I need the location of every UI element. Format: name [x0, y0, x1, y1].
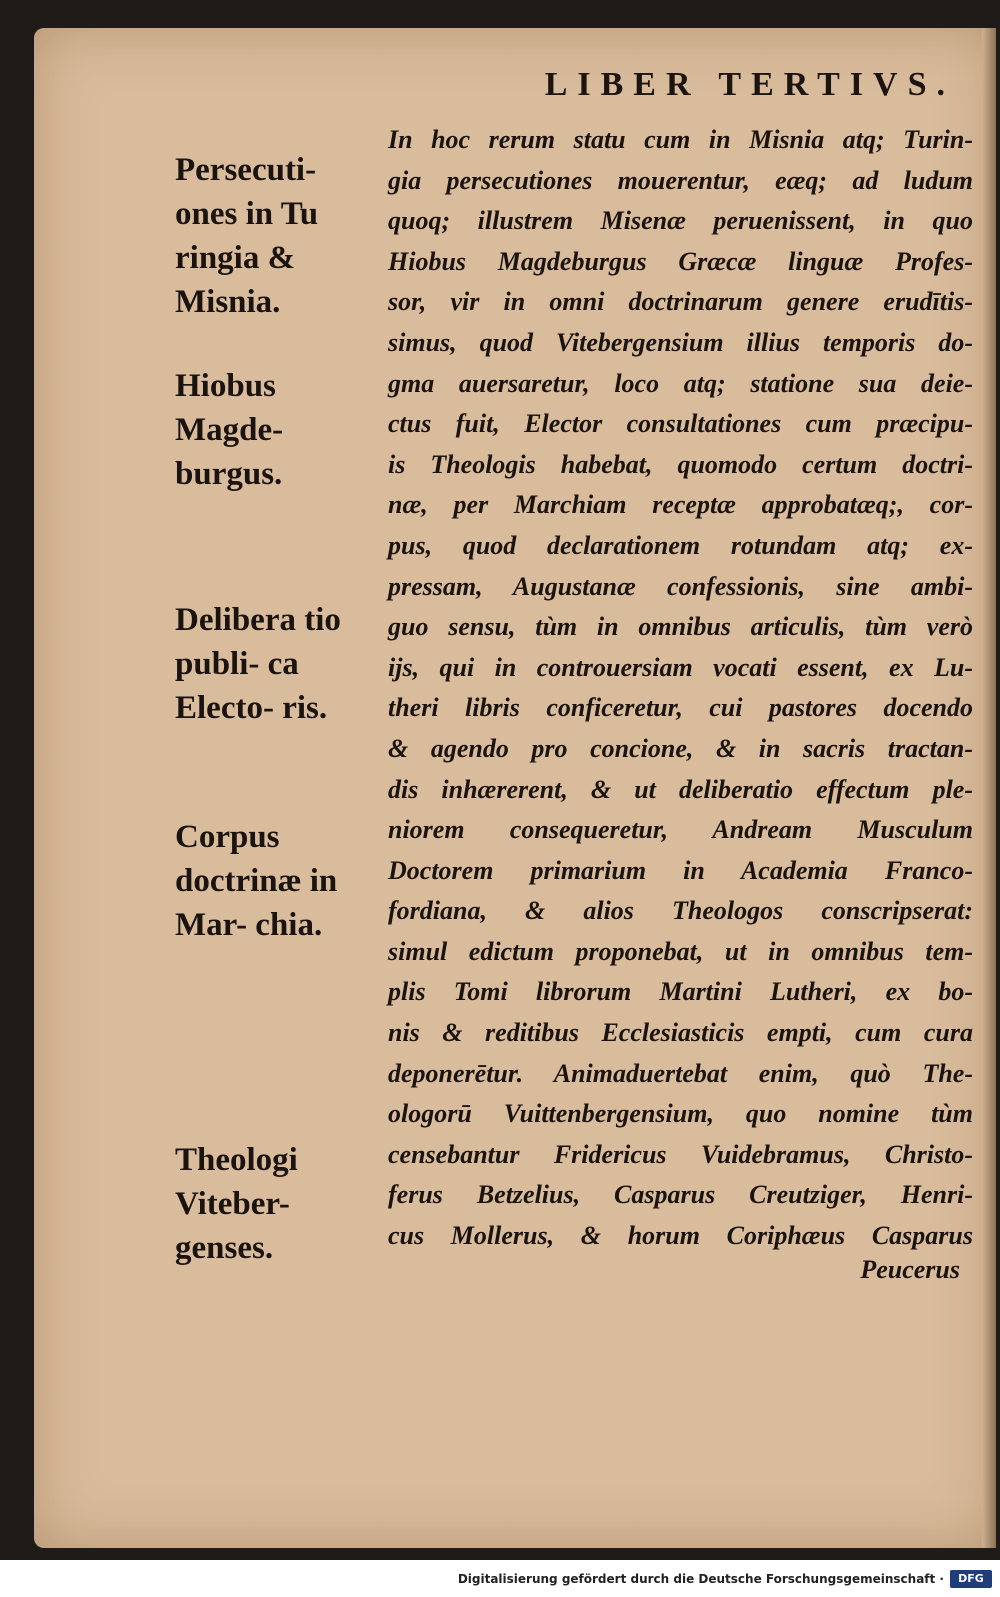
text-line: quoq; illustrem Misenæ peruenissent, in quo — [388, 206, 973, 236]
text-line: ferus Betzelius, Casparus Creutziger, Henri- — [388, 1180, 973, 1210]
text-line: simul edictum proponebat, ut in omnibus tem- — [388, 936, 973, 966]
text-line: simus, quod Vitebergensium illius temporis do- — [388, 327, 973, 357]
text-line: pus, quod declarationem rotundam atq; ex- — [388, 530, 973, 560]
margin-note-deliberatio: Delibera tio publi- ca Electo- ris. — [175, 602, 341, 726]
text-line: nis & reditibus Ecclesiasticis empti, cum cura — [388, 1018, 973, 1048]
text-line: dis inhærerent, & ut deliberatio effectum ple- — [388, 774, 973, 804]
text-line: ijs, qui in controuersiam vocati essent, ex Lu- — [388, 652, 973, 682]
catchword: Peucerus — [860, 1255, 960, 1284]
text-line: niorem consequeretur, Andream Musculum — [388, 815, 973, 845]
text-line: cus Mollerus, & horum Coriphæus Casparus — [388, 1221, 973, 1251]
text-line: deponerētur. Animaduertebat enim, quò The- — [388, 1058, 973, 1088]
text-line: In hoc rerum statu cum in Misnia atq; Turin- — [388, 125, 973, 154]
text-line: ologorū Vuittenbergensium, quo nomine tùm — [388, 1099, 973, 1129]
body-text — [388, 120, 973, 1257]
margin-note-theologi: Theologi Viteber- genses. — [175, 1142, 298, 1266]
text-line: is Theologis habebat, quomodo certum doctri- — [388, 449, 973, 479]
running-head: LIBER TERTIVS. — [544, 66, 955, 103]
text-line: theri libris conficeretur, cui pastores docendo — [388, 693, 973, 723]
text-line: & agendo pro concione, & in sacris tractan- — [388, 733, 973, 763]
margin-note-hiobus: Hiobus Magde- burgus. — [175, 368, 284, 492]
footer-bar — [0, 1566, 1000, 1597]
text-line: ctus fuit, Elector consultationes cum præcipu- — [388, 409, 973, 439]
text-line: plis Tomi librorum Martini Lutheri, ex bo- — [388, 977, 973, 1007]
text-line: censebantur Fridericus Vuidebramus, Christo- — [388, 1139, 973, 1169]
text-line: Doctorem primarium in Academia Franco- — [388, 855, 973, 885]
text-line: fordiana, & alios Theologos conscripserat: — [388, 896, 973, 926]
margin-notes — [175, 120, 385, 1320]
text-line: Hiobus Magdeburgus Græcæ linguæ Profes- — [388, 246, 973, 276]
margin-note-corpus: Corpus doctrinæ in Mar- chia. — [175, 819, 338, 943]
text-line: gma auersaretur, loco atq; statione sua deie- — [388, 368, 973, 398]
footer-credit: Digitalisierung gefördert durch die Deutsche Forschungsgemeinschaft · — [457, 1572, 944, 1586]
text-line: næ, per Marchiam receptæ approbatæq;, cor- — [388, 490, 973, 520]
margin-note-persecutiones: Persecuti- ones in Tu ringia & Misnia. — [175, 152, 319, 320]
page-gutter — [982, 28, 996, 1548]
text-line: guo sensu, tùm in omnibus articulis, tùm verò — [388, 612, 973, 642]
text-line: gia persecutiones mouerentur, eæq; ad ludum — [388, 165, 973, 195]
text-line: pressam, Augustanæ confessionis, sine ambi- — [388, 571, 973, 601]
text-line: sor, vir in omni doctrinarum genere erudītis- — [388, 287, 973, 317]
dfg-logo-icon: DFG — [950, 1570, 992, 1588]
